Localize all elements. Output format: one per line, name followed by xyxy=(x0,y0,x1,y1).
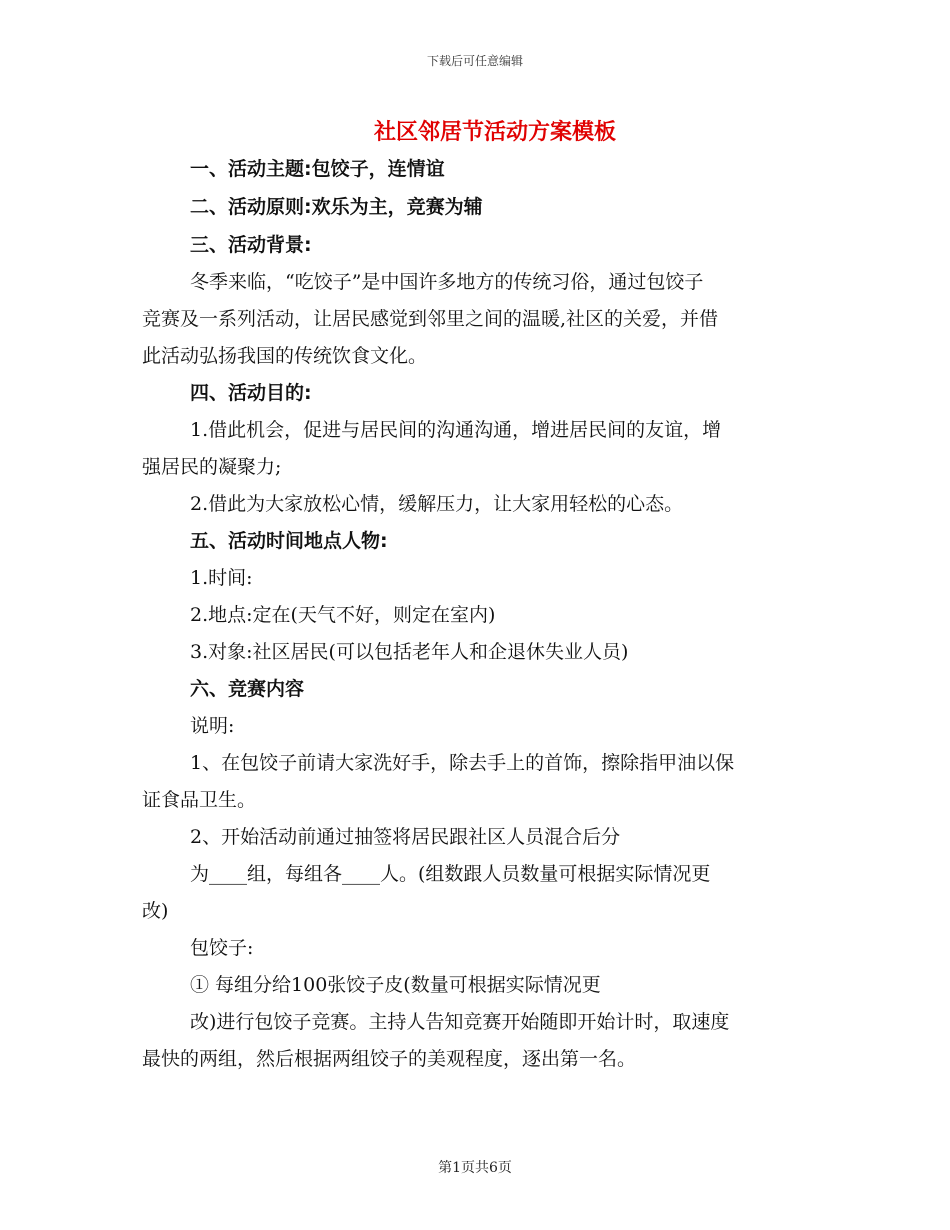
document-title: 社区邻居节活动方案模板 xyxy=(373,120,616,145)
section-heading-background: 三、活动背景: xyxy=(190,234,312,256)
paragraph-line: 改)进行包饺子竞赛。主持人告知竞赛开始随即开始计时，取速度 xyxy=(190,1011,730,1033)
paragraph-line: 1.借此机会，促进与居民间的沟通沟通，增进居民间的友谊，增 xyxy=(190,419,722,441)
paragraph-line: 改) xyxy=(142,900,169,922)
paragraph-line: 强居民的凝聚力; xyxy=(142,456,282,478)
paragraph-line: ① 每组分给100张饺子皮(数量可根据实际情况更 xyxy=(190,974,601,996)
paragraph-line: 2、开始活动前通过抽签将居民跟社区人员混合后分 xyxy=(190,826,621,848)
paragraph-line: 2.借此为大家放松心情，缓解压力，让大家用轻松的心态。 xyxy=(190,493,684,515)
page-footer: 第1页共6页 xyxy=(438,1160,512,1176)
header-note: 下载后可任意编辑 xyxy=(426,54,523,68)
list-item: 1.时间: xyxy=(190,567,253,589)
paragraph-line: 竞赛及一系列活动，让居民感觉到邻里之间的温暖,社区的关爱，并借 xyxy=(142,308,719,330)
paragraph-line: 说明: xyxy=(190,715,235,737)
paragraph-line: 为____组，每组各____人。(组数跟人员数量可根据实际情况更 xyxy=(190,863,711,885)
paragraph-line: 包饺子: xyxy=(190,937,254,959)
section-heading-time-place: 五、活动时间地点人物: xyxy=(190,530,388,552)
paragraph-line: 1、在包饺子前请大家洗好手，除去手上的首饰，擦除指甲油以保 xyxy=(190,752,735,774)
list-item: 2.地点:定在(天气不好，则定在室内) xyxy=(190,604,496,626)
paragraph-line: 证食品卫生。 xyxy=(142,789,257,811)
paragraph-line: 此活动弘扬我国的传统饮食文化。 xyxy=(142,345,428,367)
section-heading-contest: 六、竞赛内容 xyxy=(190,678,305,700)
section-heading-purpose: 四、活动目的: xyxy=(190,382,312,404)
paragraph-line: 最快的两组，然后根据两组饺子的美观程度，逐出第一名。 xyxy=(142,1048,637,1070)
list-item: 3.对象:社区居民(可以包括老年人和企退休失业人员) xyxy=(190,641,629,663)
section-heading-theme: 一、活动主题:包饺子，连情谊 xyxy=(190,158,445,180)
section-heading-principle: 二、活动原则:欢乐为主，竞赛为辅 xyxy=(190,196,483,218)
paragraph-line: 冬季来临，“吃饺子”是中国许多地方的传统习俗，通过包饺子 xyxy=(190,271,704,293)
